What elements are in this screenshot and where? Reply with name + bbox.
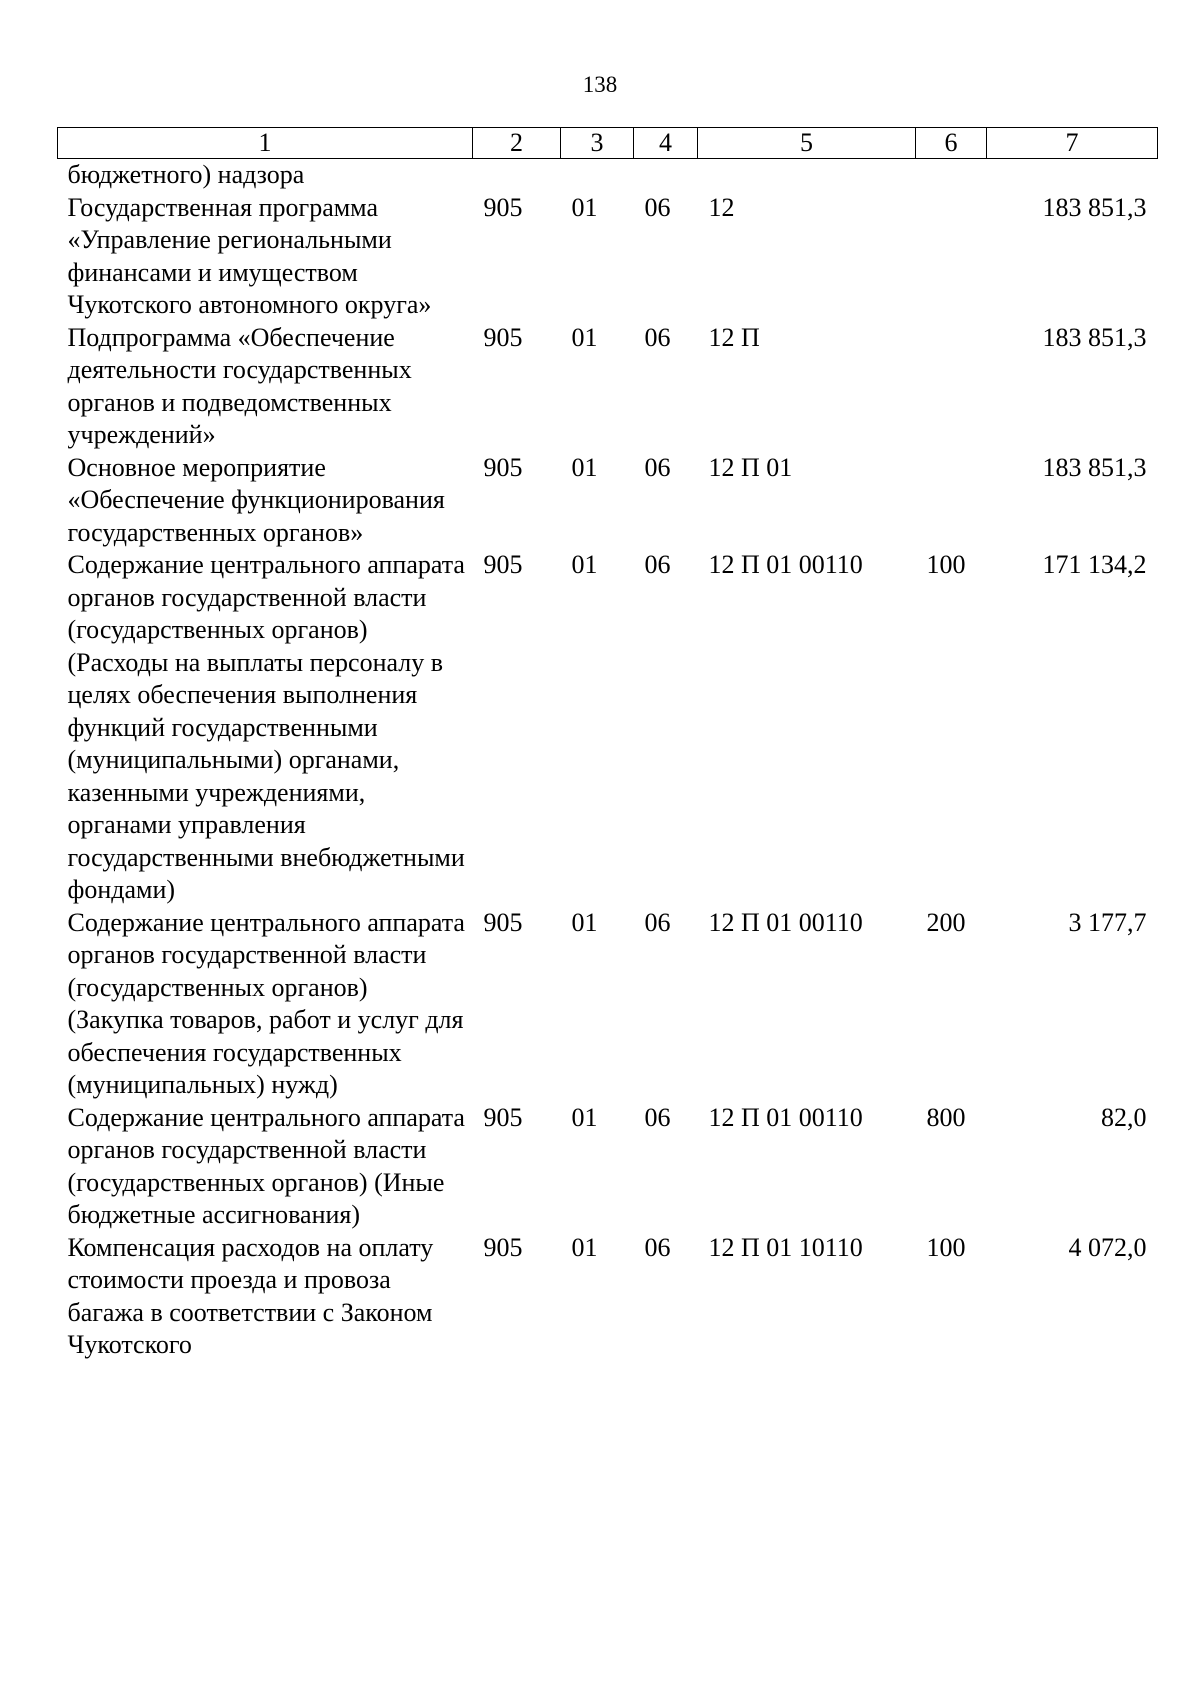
row-amount: 4 072,0 bbox=[1068, 1232, 1147, 1262]
row-target-code: 12 П 01 10110 bbox=[708, 1232, 863, 1262]
row-expense-type bbox=[916, 159, 987, 192]
header-col-7: 7 bbox=[987, 128, 1158, 159]
row-ministry-code: 905 bbox=[483, 452, 523, 482]
row-target-code: 12 П 01 00110 bbox=[708, 550, 863, 579]
row-subsection-code: 06 bbox=[644, 452, 671, 482]
table-row bbox=[58, 549, 1158, 907]
row-target-code: 12 П bbox=[708, 322, 760, 352]
row-section-code: 01 bbox=[571, 1232, 598, 1262]
row-name: Государственная программа «Управление региональными финансами и имуществом Чукотского автономного округа» bbox=[67, 192, 432, 319]
row-ministry-code: 905 bbox=[483, 550, 523, 579]
row-amount bbox=[987, 159, 1158, 192]
header-col-5: 5 bbox=[698, 128, 916, 159]
row-name: Компенсация расходов на оплату стоимости проезда и провоза багажа в соответствии с Законом Чукотского bbox=[67, 1232, 434, 1359]
row-target-code: 12 П 01 bbox=[708, 452, 793, 482]
row-section-code: 01 bbox=[571, 1102, 598, 1132]
row-expense-type: 100 bbox=[926, 1232, 966, 1262]
row-name: Подпрограмма «Обеспечение деятельности государственных органов и подведомственных учреждений» bbox=[67, 322, 412, 449]
row-name: Содержание центрального аппарата органов государственной власти (государственных органов) (Расходы на выплаты персоналу в целях обеспечения выполнения функций государственными (муниципальными) органами, казенными учреждениями, органами управления государственными внебюджетными фондами) bbox=[67, 550, 465, 904]
table-row bbox=[58, 1232, 1158, 1362]
row-amount: 183 851,3 bbox=[1042, 322, 1147, 352]
row-expense-type: 200 bbox=[926, 907, 966, 937]
row-ministry-code: 905 bbox=[483, 1102, 523, 1132]
row-amount: 183 851,3 bbox=[1042, 192, 1147, 222]
row-amount: 3 177,7 bbox=[1068, 907, 1147, 937]
table-row bbox=[58, 452, 1158, 550]
row-target-code: 12 bbox=[708, 192, 735, 222]
header-col-1: 1 bbox=[58, 128, 473, 159]
row-target-code: 12 П 01 00110 bbox=[708, 907, 863, 937]
row-amount: 82,0 bbox=[1101, 1102, 1147, 1132]
row-subsection-code: 06 bbox=[644, 1102, 671, 1132]
row-target-code bbox=[698, 159, 916, 192]
header-row bbox=[58, 128, 1158, 159]
table-row bbox=[58, 322, 1158, 452]
row-expense-type bbox=[916, 192, 987, 322]
row-section-code: 01 bbox=[571, 550, 598, 579]
row-section-code bbox=[561, 159, 634, 192]
row-section-code: 01 bbox=[571, 322, 598, 352]
row-name: Содержание центрального аппарата органов государственной власти (государственных органов) (Закупка товаров, работ и услуг для обеспечения государственных (муниципальных) нужд) bbox=[67, 907, 465, 1099]
row-section-code: 01 bbox=[571, 907, 598, 937]
table-row bbox=[58, 192, 1158, 322]
row-name: Основное мероприятие «Обеспечение функционирования государственных органов» bbox=[67, 452, 445, 547]
row-subsection-code: 06 bbox=[644, 192, 671, 222]
row-target-code: 12 П 01 00110 bbox=[708, 1102, 863, 1132]
row-name: Содержание центрального аппарата органов государственной власти (государственных органов) (Иные бюджетные ассигнования) bbox=[67, 1102, 465, 1229]
row-amount: 183 851,3 bbox=[1042, 452, 1147, 482]
row-ministry-code: 905 bbox=[483, 907, 523, 937]
table-row bbox=[58, 907, 1158, 1102]
row-subsection-code: 06 bbox=[644, 907, 671, 937]
budget-table bbox=[57, 127, 1158, 1362]
header-col-2: 2 bbox=[473, 128, 561, 159]
table-body bbox=[58, 159, 1158, 1362]
table-row bbox=[58, 1102, 1158, 1232]
page-number: 138 bbox=[582, 72, 618, 97]
row-section-code: 01 bbox=[571, 452, 598, 482]
row-ministry-code: 905 bbox=[483, 1232, 523, 1262]
row-expense-type: 100 bbox=[926, 550, 966, 579]
row-section-code: 01 bbox=[571, 192, 598, 222]
header-col-6: 6 bbox=[916, 128, 987, 159]
row-subsection-code bbox=[634, 159, 698, 192]
row-ministry-code: 905 bbox=[483, 192, 523, 222]
row-subsection-code: 06 bbox=[644, 322, 671, 352]
row-ministry-code bbox=[473, 159, 561, 192]
header-col-3: 3 bbox=[561, 128, 634, 159]
table-header bbox=[58, 128, 1158, 159]
row-ministry-code: 905 bbox=[483, 322, 523, 352]
row-amount: 171 134,2 bbox=[1042, 550, 1147, 579]
row-expense-type bbox=[916, 322, 987, 452]
row-subsection-code: 06 bbox=[644, 550, 671, 579]
table-row bbox=[58, 159, 1158, 192]
row-name: бюджетного) надзора bbox=[67, 160, 305, 189]
row-subsection-code: 06 bbox=[644, 1232, 671, 1262]
row-expense-type: 800 bbox=[926, 1102, 966, 1132]
header-col-4: 4 bbox=[634, 128, 698, 159]
row-expense-type bbox=[916, 452, 987, 550]
